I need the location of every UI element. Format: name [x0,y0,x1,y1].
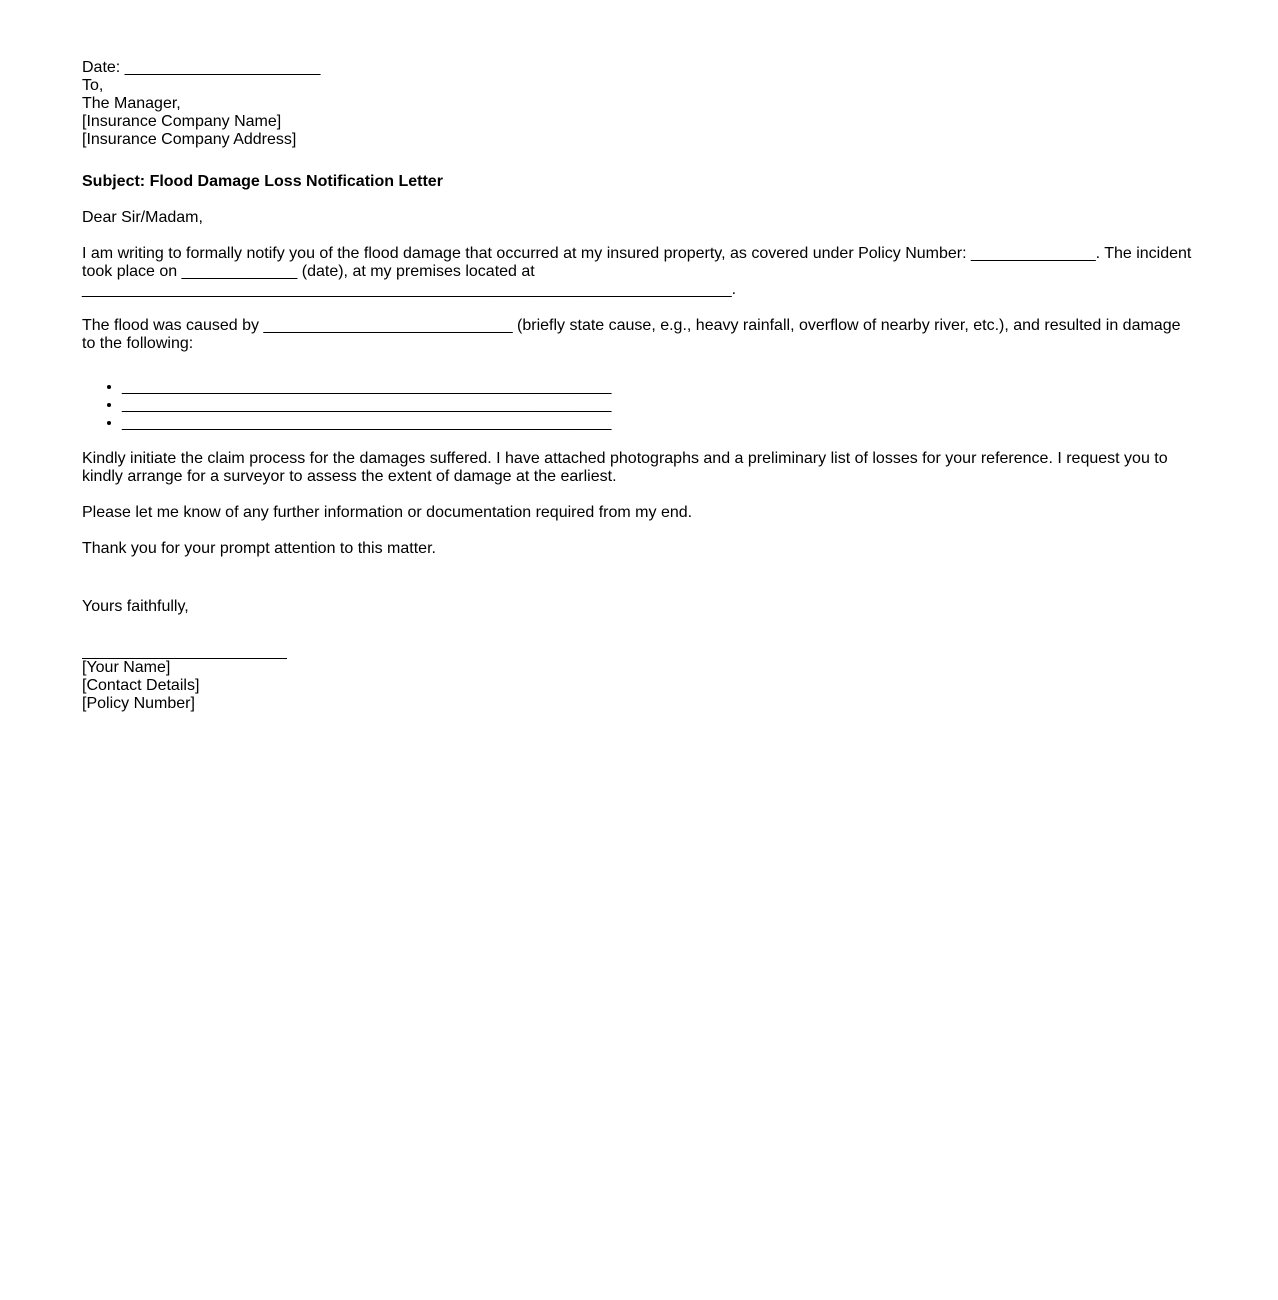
paragraph-thanks: Thank you for your prompt attention to this matter. [82,540,436,557]
signature-contact: [Contact Details] [82,677,200,694]
damage-list [82,378,1192,432]
damage-list-item: • _______________________________________________________ [122,378,1192,396]
signature-policy: [Policy Number] [82,695,195,712]
paragraph-cause: The flood was caused by ____________________________ (briefly state cause, e.g., heavy rainfall, overflow of nearby river, etc.), and resulted in damage to the following: [82,317,1181,352]
letter-header [82,59,1192,149]
damage-list-item: • _______________________________________________________ [122,396,1192,414]
salutation: Dear Sir/Madam, [82,209,203,226]
letter-document [82,59,1192,713]
signature-name: [Your Name] [82,659,171,676]
to-line: To, [82,77,104,94]
date-line: Date: ______________________ [82,59,321,76]
paragraph-claim-request: Kindly initiate the claim process for the damages suffered. I have attached photographs and a preliminary list of losses for your reference. I request you to kindly arrange for a surveyor to assess the extent of damage at the earliest. [82,450,1168,485]
subject-line: Subject: Flood Damage Loss Notification Letter [82,173,443,190]
signature-line [82,633,287,659]
paragraph-further-info: Please let me know of any further information or documentation required from my end. [82,504,693,521]
company-address: [Insurance Company Address] [82,131,297,148]
closing-phrase: Yours faithfully, [82,598,189,615]
recipient-title: The Manager, [82,95,181,112]
company-name: [Insurance Company Name] [82,113,282,130]
damage-list-item: • _______________________________________________________ [122,414,1192,432]
closing-block [82,598,1192,713]
paragraph-notification: I am writing to formally notify you of the flood damage that occurred at my insured property, as covered under Policy Number: ______________. The incident took place on _____________ (date), at my premises located at _________________________________________________________________________. [82,245,1192,298]
